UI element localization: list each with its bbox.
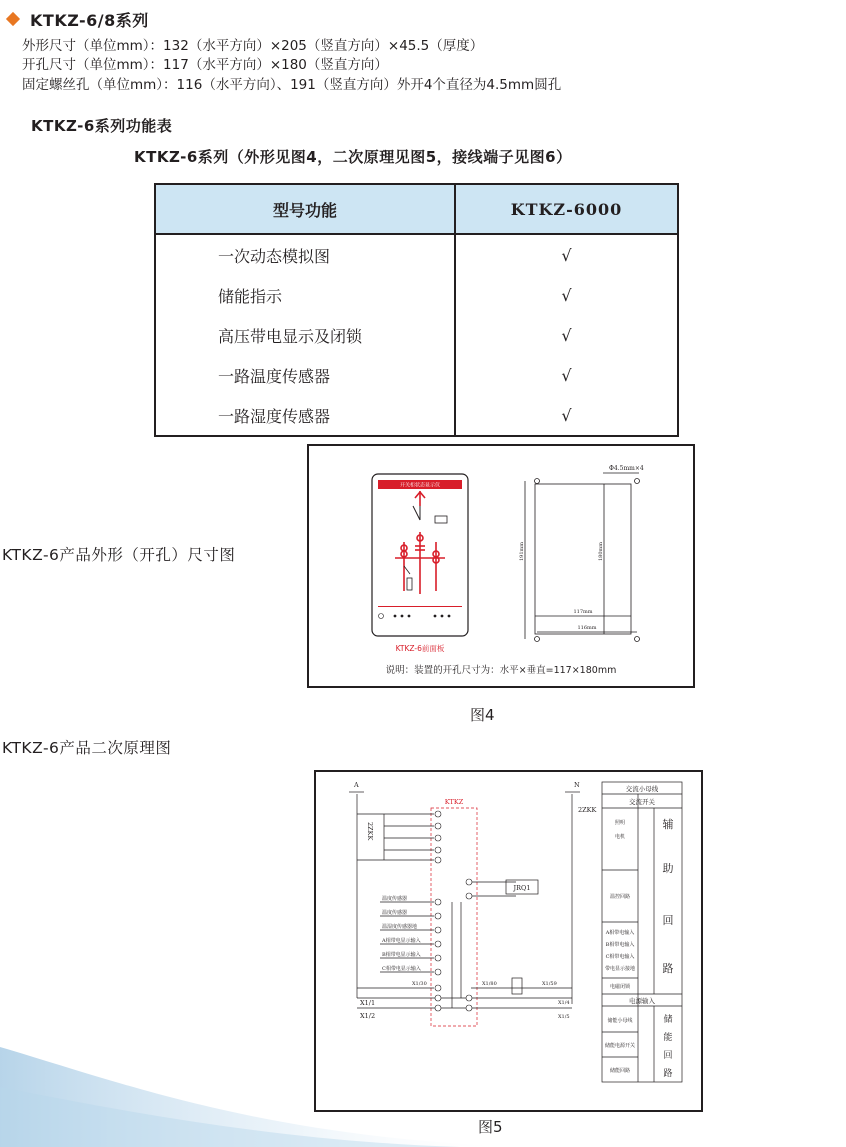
dim-191: 191mm [519,541,525,561]
legend-row-8: 带电显示接地 [604,966,636,972]
row-function: 一路温度传感器 [155,355,455,395]
row-function: 一路湿度传感器 [155,395,455,436]
dim-116: 116mm [577,625,597,631]
spec-cutout-size: 开孔尺寸（单位mm）：117（水平方向）×180（竖直方向） [22,57,388,73]
row-function: 储能指示 [155,275,455,315]
table-row [155,355,678,395]
left-input-1: 温度传感器 [382,910,408,916]
figure5-box [314,770,703,1112]
spec-outline-size: 外形尺寸（单位mm）：132（水平方向）×205（竖直方向）×45.5（厚度） [22,38,484,54]
legend-row-2: 照明 [614,820,626,826]
col-header-model: KTKZ-6000 [455,184,678,234]
right-phase: N [574,781,580,789]
aux-char-1: 助 [662,862,674,875]
table-row [155,234,678,275]
series-title: KTKZ-6/8系列 [30,11,149,30]
legend-row-1: 交流开关 [629,798,655,806]
table-header-row [155,184,678,234]
check-mark: √ [455,315,678,355]
check-mark: √ [455,395,678,436]
aux-char-2: 回 [662,914,674,927]
legend-row-3: 电机 [614,834,626,840]
figure4-box [307,444,695,688]
figure5-caption: 图5 [478,1118,503,1136]
legend-row-10: 电源输入 [629,997,655,1005]
right-breaker: 2ZKK [578,806,597,814]
spec-screw-holes: 固定螺丝孔（单位mm）：116（水平方向）、191（竖直方向）外开4个直径为4.5mm圆孔 [22,77,562,93]
legend-row-11: 储能小母线 [607,1018,633,1024]
legend-row-4: 温控回路 [609,894,631,900]
legend-row-5: A相带电输入 [605,930,635,936]
terminal-x1-5: X1/5 [558,1014,570,1020]
terminal-circles [435,811,472,1011]
dim-117: 117mm [573,609,593,615]
hole-label: Φ4.5mm×4 [609,465,644,472]
relay-label: JRQ1 [513,884,531,892]
storage-char-1: 能 [663,1033,673,1043]
terminal-x1-59: X1/59 [542,981,557,987]
storage-char-2: 回 [663,1051,673,1061]
table-row [155,395,678,436]
dim-180: 180mm [598,541,604,561]
terminal-x1-1: X1/1 [360,999,376,1007]
bullet-diamond-icon [6,12,20,26]
check-mark: √ [455,355,678,395]
legend-row-0: 交流小母线 [625,785,659,793]
function-table-subtitle: KTKZ-6系列（外形见图4，二次原理见图5，接线端子见图6） [134,148,572,166]
table-row [155,315,678,355]
terminal-x1-4: X1/4 [558,1000,570,1006]
figure4-drawing [309,446,693,686]
figure4-note: 说明：装置的开孔尺寸为：水平×垂直=117×180mm [385,665,617,676]
figure4-caption: 图4 [470,706,495,724]
col-header-function: 型号功能 [155,184,455,234]
figure5-section-label: KTKZ-6产品二次原理图 [2,739,172,757]
legend-row-6: B相带电输入 [605,942,635,948]
terminal-x1-80: X1/80 [482,981,497,987]
left-input-0: 温度传感器 [382,896,408,902]
figure4-section-label: KTKZ-6产品外形（开孔）尺寸图 [2,546,236,564]
device-label: KTKZ [444,798,464,806]
storage-char-0: 储 [663,1015,673,1025]
row-function: 一次动态模拟图 [155,234,455,275]
terminal-x1-2: X1/2 [360,1012,376,1020]
check-mark: √ [455,275,678,315]
aux-char-0: 辅 [662,818,674,831]
cutout-drawing [525,473,640,642]
table-row [155,275,678,315]
legend-row-7: C相带电输入 [605,954,635,960]
function-table [154,183,679,437]
left-input-4: B相带电显示输入 [382,952,421,958]
left-input-2: 温湿度传感器地 [382,924,418,930]
legend-row-9: 电磁闭锁 [609,984,631,990]
left-phase: A [354,781,359,789]
left-input-5: C相带电显示输入 [382,966,421,972]
left-input-3: A相带电显示输入 [382,938,421,944]
panel-label: KTKZ-6前面板 [395,644,445,653]
terminal-x1-30: X1/30 [412,981,427,987]
check-mark: √ [455,234,678,275]
row-function: 高压带电显示及闭锁 [155,315,455,355]
aux-char-3: 路 [662,962,674,975]
function-table-title: KTKZ-6系列功能表 [31,117,173,135]
legend-row-12: 储能电源开关 [604,1043,636,1049]
legend-row-13: 储能回路 [609,1068,631,1074]
series-heading [8,8,149,31]
storage-char-3: 路 [663,1069,673,1079]
panel-title: 开关柜状态显示仪 [399,482,441,489]
left-breaker: 2ZKK [366,822,374,841]
figure5-drawing [316,772,701,1110]
